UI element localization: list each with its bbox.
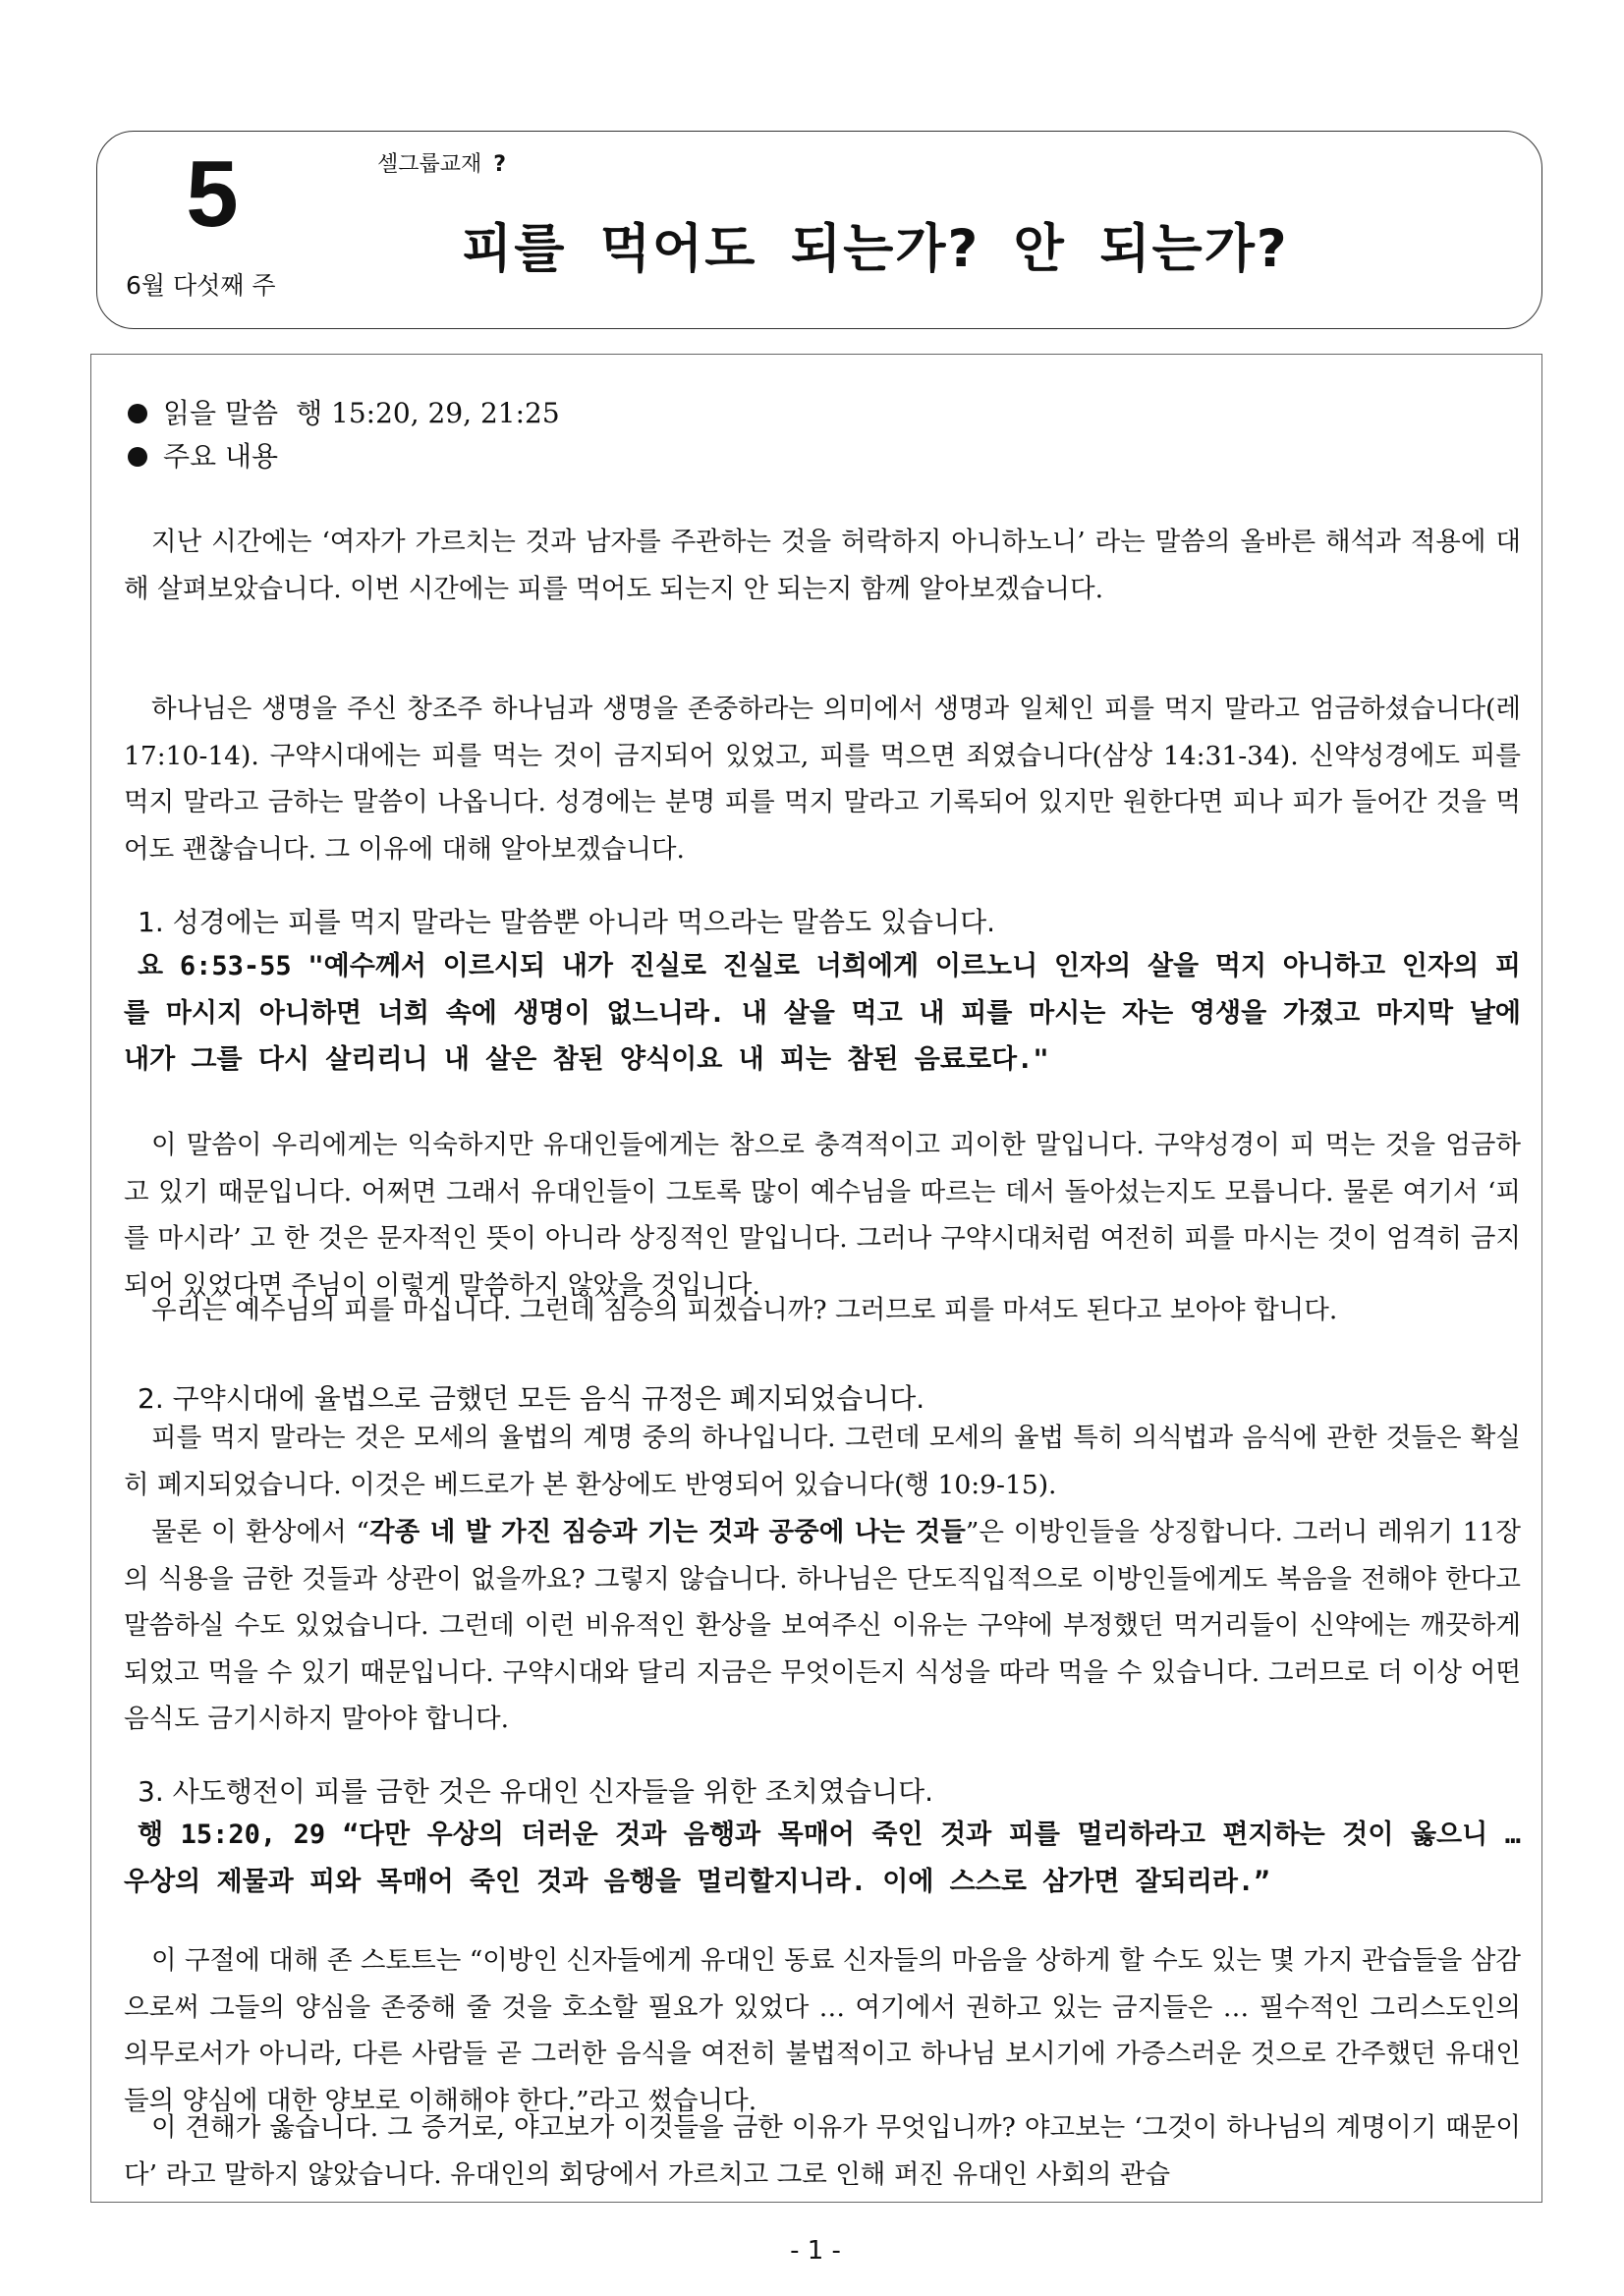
section-1-quote: 요 6:53-55 "예수께서 이르시되 내가 진실로 진실로 너희에게 이르노니 인자의 살을 먹지 아니하고 인자의 피를 마시지 아니하면 너희 속에 생명이 없느니라. 내 살을 먹고 내 피를 마시는 자는 영생을 가졌고 마지막 날에 내가 그를 다시 살리리니 내 살은 참된 양식이요 내 피는 참된 음료로다." (124, 951, 1521, 1075)
section-1-paragraph-2: 우리는 예수님의 피를 마십니다. 그런데 짐승의 피겠습니까? 그러므로 피를 마셔도 된다고 보아야 합니다. (151, 1295, 1338, 1325)
week-label: 6월 다섯째 주 (126, 271, 276, 300)
lesson-number: 5 (186, 141, 239, 247)
reading-label: 읽을 말씀 (163, 397, 279, 429)
para-text: 물론 이 환상에서 “ (151, 1517, 369, 1547)
series-name: 셀그룹교재 (377, 152, 482, 177)
bullet-icon (128, 404, 147, 423)
page-number: - 1 - (790, 2236, 841, 2266)
section-3-paragraph-2: 이 견해가 옳습니다. 그 증거로, 야고보가 이것들을 금한 이유가 무엇입니까? 야고보는 ‘그것이 하나님의 계명이기 때문이다’ 라고 말하지 않았습니다. 유대인의 회당에서 가르치고 그로 인해 퍼진 유대인 사회의 관습 (124, 2112, 1521, 2190)
page-title: 피를 먹어도 되는가? 안 되는가? (462, 219, 1289, 279)
emphasized-quote: 각종 네 발 가진 짐승과 기는 것과 공중에 나는 것들 (368, 1517, 966, 1547)
reading-line (128, 397, 560, 430)
section-2-heading: 2. 구약시대에 율법으로 금했던 모든 음식 규정은 폐지되었습니다. (138, 1382, 925, 1415)
section-1-paragraph-1: 이 말씀이 우리에게는 익숙하지만 유대인들에게는 참으로 충격적이고 괴이한 말입니다. 구약성경이 피 먹는 것을 엄금하고 있기 때문입니다. 어쩌면 그래서 유대인들이 그토록 많이 예수님을 따르는 데서 돌아섰는지도 모릅니다. 물론 여기서 ‘피를 마시라’ 고 한 것은 문자적인 뜻이 아니라 상징적인 말입니다. 그러나 구약시대처럼 여전히 피를 마시는 것이 엄격히 금지되어 있었다면 주님이 이렇게 말씀하지 않았을 것입니다. (124, 1130, 1521, 1301)
section-3-heading: 3. 사도행전이 피를 금한 것은 유대인 신자들을 위한 조치였습니다. (138, 1775, 934, 1808)
section-3-quote: 행 15:20, 29 “다만 우상의 더러운 것과 음행과 목매어 죽인 것과 피를 멀리하라고 편지하는 것이 옳으니 … 우상의 제물과 피와 목매어 죽인 것과 음행을 멀리할지니라. 이에 스스로 삼가면 잘되리라.” (124, 1820, 1521, 1897)
bullet-icon (128, 447, 147, 467)
section-2-paragraph-2 (124, 1509, 1521, 1743)
section-1-heading: 1. 성경에는 피를 먹지 말라는 말씀뿐 아니라 먹으라는 말씀도 있습니다. (138, 906, 996, 938)
intro-paragraph-2: 하나님은 생명을 주신 창조주 하나님과 생명을 존중하라는 의미에서 생명과 일체인 피를 먹지 말라고 엄금하셨습니다(레 17:10-14). 구약시대에는 피를 먹는 것이 금지되어 있었고, 피를 먹으면 죄였습니다(삼상 14:31-34). 신약성경에도 피를 먹지 말라고 금하는 말씀이 나옵니다. 성경에는 분명 피를 먹지 말라고 기록되어 있지만 원한다면 피나 피가 들어간 것을 먹어도 괜찮습니다. 그 이유에 대해 알아보겠습니다. (124, 694, 1521, 865)
summary-label: 주요 내용 (163, 440, 279, 473)
summary-line (128, 440, 278, 474)
reading-reference: 행 15:20, 29, 21:25 (296, 397, 560, 429)
para-text: ”은 이방인들을 상징합니다. 그러니 레위기 11장의 식용을 금한 것들과 상관이 없을까요? 그렇지 않습니다. 하나님은 단도직입적으로 이방인들에게도 복음을 전해야 한다고 말씀하실 수도 있었습니다. 그런데 이런 비유적인 환상을 보여주신 이유는 구약에 부정했던 먹거리들이 신약에는 깨끗하게 되었고 먹을 수 있기 때문입니다. 구약시대와 달리 지금은 무엇이든지 식성을 따라 먹을 수 있습니다. 그러므로 더 이상 어떤 음식도 금기시하지 말아야 합니다. (124, 1517, 1522, 1734)
series-mark: ? (493, 152, 507, 177)
section-3-paragraph-1: 이 구절에 대해 존 스토트는 “이방인 신자들에게 유대인 동료 신자들의 마음을 상하게 할 수도 있는 몇 가지 관습들을 삼감으로써 그들의 양심을 존중해 줄 것을 호소할 필요가 있었다 … 여기에서 권하고 있는 금지들은 … 필수적인 그리스도인의 의무로서가 아니라, 다른 사람들 곧 그러한 음식을 여전히 불법적이고 하나님 보시기에 가증스러운 것으로 간주했던 유대인들의 양심에 대한 양보로 이해해야 한다.”라고 썼습니다. (124, 1945, 1521, 2116)
series-label (377, 151, 506, 179)
intro-paragraph-1: 지난 시간에는 ‘여자가 가르치는 것과 남자를 주관하는 것을 허락하지 아니하노니’ 라는 말씀의 올바른 해석과 적용에 대해 살펴보았습니다. 이번 시간에는 피를 먹어도 되는지 안 되는지 함께 알아보겠습니다. (124, 527, 1521, 604)
section-2-paragraph-1: 피를 먹지 말라는 것은 모세의 율법의 계명 중의 하나입니다. 그런데 모세의 율법 특히 의식법과 음식에 관한 것들은 확실히 폐지되었습니다. 이것은 베드로가 본 환상에도 반영되어 있습니다(행 10:9-15). (124, 1423, 1521, 1500)
